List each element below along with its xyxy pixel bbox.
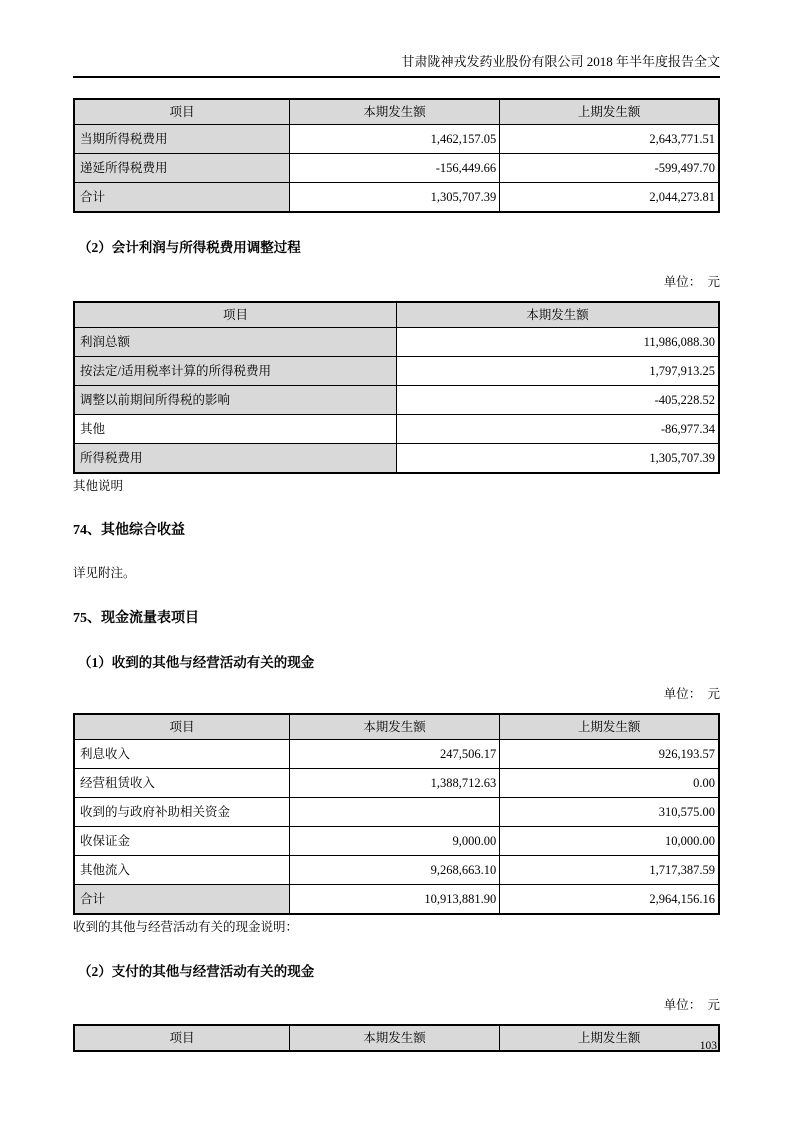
value-cell: 1,305,707.39 (397, 444, 720, 474)
row-label-cell: 递延所得税费用 (74, 154, 289, 183)
column-header: 本期发生额 (289, 99, 499, 125)
value-cell: -599,497.70 (500, 154, 719, 183)
section-heading-tax-adjustment: （2）会计利润与所得税费用调整过程 (78, 240, 301, 255)
other-note-label: 其他说明 (73, 479, 124, 493)
row-label-cell: 利润总额 (74, 328, 397, 357)
cash-received-note: 收到的其他与经营活动有关的现金说明： (73, 920, 299, 934)
table-row (74, 740, 719, 769)
table-row (74, 357, 719, 386)
header-row (74, 302, 719, 328)
table-row (74, 328, 719, 357)
section-heading-74: 74、其他综合收益 (73, 523, 185, 538)
table-row (74, 885, 719, 915)
table-header (74, 714, 719, 740)
section-heading-75: 75、现金流量表项目 (73, 611, 199, 626)
value-cell: 11,986,088.30 (397, 328, 720, 357)
row-label-cell: 收到的与政府补助相关资金 (74, 798, 289, 827)
report-title: 甘肃陇神戎发药业股份有限公司 2018 年半年度报告全文 (401, 54, 720, 69)
table-row (74, 154, 719, 183)
row-label-cell: 合计 (74, 183, 289, 213)
value-cell: 1,388,712.63 (289, 769, 499, 798)
table-row (74, 415, 719, 444)
table-row (74, 798, 719, 827)
row-label-cell: 所得税费用 (74, 444, 397, 474)
value-cell: -405,228.52 (397, 386, 720, 415)
row-label-cell: 其他流入 (74, 856, 289, 885)
page-number: 103 (699, 1040, 717, 1052)
column-header: 上期发生额 (500, 99, 719, 125)
section-74-body: 详见附注。 (73, 566, 136, 580)
table-row (74, 386, 719, 415)
column-header: 本期发生额 (397, 302, 720, 328)
row-label-cell: 按法定/适用税率计算的所得税费用 (74, 357, 397, 386)
value-cell: 1,797,913.25 (397, 357, 720, 386)
table-header (74, 302, 719, 328)
row-label-cell: 收保证金 (74, 827, 289, 856)
value-cell: 926,193.57 (500, 740, 719, 769)
value-cell: 9,000.00 (289, 827, 499, 856)
value-cell: -156,449.66 (289, 154, 499, 183)
column-header: 本期发生额 (289, 1025, 499, 1051)
value-cell: 2,643,771.51 (500, 125, 719, 154)
column-header: 项目 (74, 1025, 289, 1051)
value-cell (289, 798, 499, 827)
income-tax-summary-table (73, 98, 720, 213)
cash-received-table (73, 713, 720, 915)
value-cell: 10,913,881.90 (289, 885, 499, 915)
table-header (74, 99, 719, 125)
value-cell: 1,305,707.39 (289, 183, 499, 213)
row-label-cell: 利息收入 (74, 740, 289, 769)
column-header: 上期发生额 (500, 714, 719, 740)
row-label-cell: 当期所得税费用 (74, 125, 289, 154)
header-row (74, 1025, 719, 1051)
unit-note: 单位： 元 (663, 687, 720, 701)
table-row (74, 125, 719, 154)
value-cell: 2,044,273.81 (500, 183, 719, 213)
row-label-cell: 合计 (74, 885, 289, 915)
column-header: 项目 (74, 714, 289, 740)
column-header: 本期发生额 (289, 714, 499, 740)
value-cell: 10,000.00 (500, 827, 719, 856)
header-row (74, 99, 719, 125)
value-cell: 2,964,156.16 (500, 885, 719, 915)
column-header: 上期发生额 (500, 1025, 719, 1051)
unit-note: 单位： 元 (663, 275, 720, 289)
value-cell: 1,717,387.59 (500, 856, 719, 885)
section-heading-cash-paid: （2）支付的其他与经营活动有关的现金 (78, 964, 315, 979)
tax-adjustment-table (73, 301, 720, 474)
value-cell: 247,506.17 (289, 740, 499, 769)
unit-note: 单位： 元 (663, 998, 720, 1012)
table-row (74, 769, 719, 798)
value-cell: -86,977.34 (397, 415, 720, 444)
section-heading-cash-received: （1）收到的其他与经营活动有关的现金 (78, 655, 315, 670)
row-label-cell: 调整以前期间所得税的影响 (74, 386, 397, 415)
table-row (74, 856, 719, 885)
table-row (74, 444, 719, 474)
row-label-cell: 经营租赁收入 (74, 769, 289, 798)
row-label-cell: 其他 (74, 415, 397, 444)
value-cell: 1,462,157.05 (289, 125, 499, 154)
header-row (74, 714, 719, 740)
table-header (74, 1025, 719, 1051)
column-header: 项目 (74, 302, 397, 328)
column-header: 项目 (74, 99, 289, 125)
page-header (73, 54, 720, 78)
table-row (74, 183, 719, 213)
table-row (74, 827, 719, 856)
cash-paid-table (73, 1024, 720, 1052)
value-cell: 9,268,663.10 (289, 856, 499, 885)
value-cell: 0.00 (500, 769, 719, 798)
value-cell: 310,575.00 (500, 798, 719, 827)
